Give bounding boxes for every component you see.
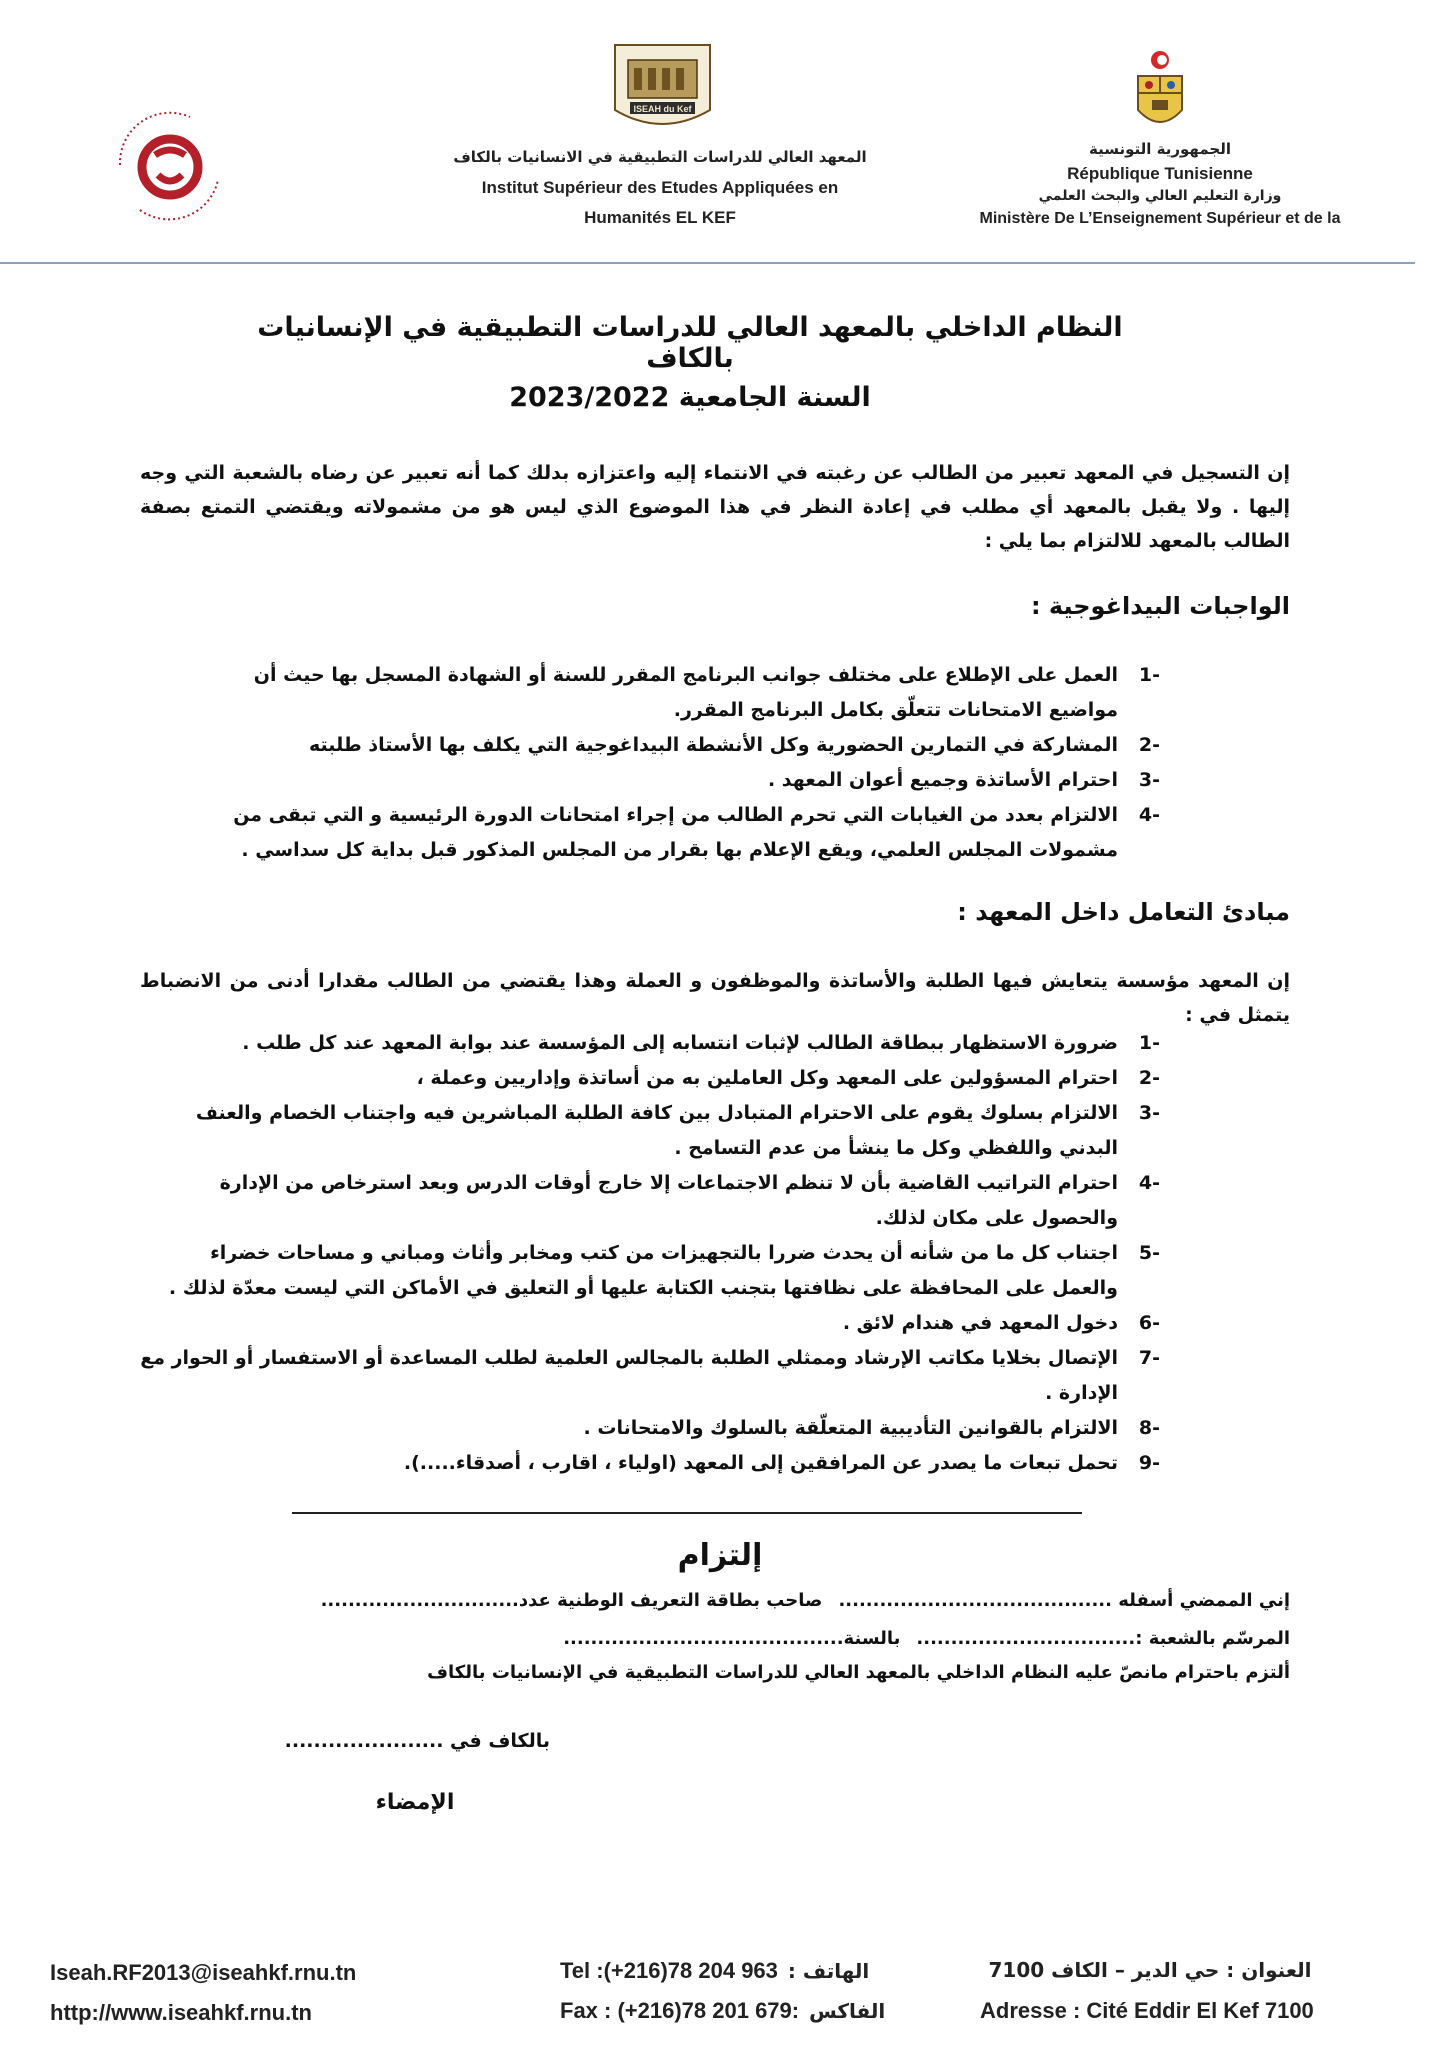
republic-name-fr: République Tunisienne	[1067, 164, 1253, 183]
item-text: الالتزام بسلوك يقوم على الاحترام المتبادل بين كافة الطلبة المباشرين فيه واجتناب الخصام والعنف البدني واللفظي وكل ما ينشأ من عدم التسامح .	[195, 1102, 1118, 1159]
id-number-field: صاحب بطاقة التعريف الوطنية عدد.............................	[320, 1590, 823, 1611]
item-text: الالتزام بالقوانين التأديبية المتعلّقة بالسلوك والامتحانات .	[583, 1417, 1118, 1439]
item-number: -2	[1138, 1067, 1160, 1089]
list-item	[140, 1061, 1160, 1096]
list-item	[140, 1236, 1160, 1306]
list-item	[140, 1411, 1160, 1446]
footer-phone-value: Tel :(+216)78 204 963	[560, 1958, 778, 1983]
commitment-line-1	[170, 1590, 1290, 1611]
institute-logo-graphic	[610, 40, 715, 140]
item-number: -6	[1138, 1312, 1160, 1334]
footer-address-ar: العنوان : حي الدير – الكاف 7100	[988, 1958, 1312, 1982]
item-text: المشاركة في التمارين الحضورية وكل الأنشطة البيداغوجية التي يكلف بها الأستاذ طلبته	[309, 734, 1118, 756]
list-item	[140, 1446, 1160, 1481]
footer-email: Iseah.RF2013@iseahkf.rnu.tn	[50, 1960, 357, 1985]
footer-website: http://www.iseahkf.rnu.tn	[50, 2000, 312, 2025]
item-text: احترام الأساتذة وجميع أعوان المعهد .	[767, 769, 1118, 791]
item-number: -5	[1138, 1242, 1160, 1264]
republic-name-ar: الجمهورية التونسية	[1089, 140, 1231, 158]
institute-logo	[610, 40, 715, 140]
item-number: -2	[1138, 734, 1160, 756]
commitment-line-2	[170, 1628, 1290, 1649]
item-number: -3	[1138, 1102, 1160, 1124]
item-number: -3	[1138, 769, 1160, 791]
item-number: -9	[1138, 1452, 1160, 1474]
place-date-field: بالكاف في ......................	[284, 1730, 550, 1752]
university-logo-graphic	[100, 95, 240, 235]
department-field: المرسّم بالشعبة :................................	[916, 1628, 1290, 1649]
commitment-line-3: ألتزم باحترام مانصّ عليه النظام الداخلي بالمعهد العالي للدراسات التطبيقية في الإنسانيات بالكاف	[427, 1662, 1290, 1683]
list-item	[140, 1306, 1160, 1341]
item-number: -8	[1138, 1417, 1160, 1439]
item-text: الإتصال بخلايا مكاتب الإرشاد وممثلي الطلبة بالمجالس العلمية لطلب المساعدة أو الاستفسار أو الحوار مع الإدارة .	[140, 1347, 1118, 1404]
item-text: احترام المسؤولين على المعهد وكل العاملين به من أساتذة وإداريين وعملة ،	[416, 1067, 1118, 1089]
footer-fax	[560, 1998, 900, 2024]
item-number: -4	[1138, 804, 1160, 826]
item-text: تحمل تبعات ما يصدر عن المرافقين إلى المعهد (اولياء ، اقارب ، أصدقاء.....).	[403, 1452, 1118, 1474]
list-item	[190, 728, 1160, 763]
signature-label: الإمضاء	[375, 1790, 455, 1815]
list-item	[140, 1096, 1160, 1166]
university-logo	[100, 95, 240, 235]
intro-paragraph: إن التسجيل في المعهد تعبير من الطالب عن رغبته في الانتماء إليه واعتزازه بدلك كما أنه تعبير عن رضاه بالشعبة التي وجه إليها . ولا يقبل بالمعهد أي مطلب في إعادة النظر في هذا الموضوع الذي ليس هو من مشمولاته ويقتضي التمتع بصفة الطالب بالمعهد للالتزام بما يلي :	[140, 462, 1290, 552]
institute-logo-label: ISEAH du Kef	[633, 104, 692, 114]
item-text: العمل على الإطلاع على مختلف جوانب البرنامج المقرر للسنة أو الشهادة المسجل بها حيث أن مواضيع الامتحانات تتعلّق بكامل البرنامج المقرر.	[253, 664, 1118, 721]
tunisia-coat-of-arms	[1130, 48, 1190, 138]
list-item	[190, 798, 1160, 868]
section-conduct-intro: إن المعهد مؤسسة يتعايش فيها الطلبة والأساتذة والموظفون و العملة وهذا يقتضي من الطالب مقدارا أدنى من الانضباط يتمثل في :	[140, 970, 1290, 1026]
item-text: دخول المعهد في هندام لائق .	[842, 1312, 1118, 1334]
header-divider	[0, 262, 1415, 264]
document-title: النظام الداخلي بالمعهد العالي للدراسات التطبيقية في الإنسانيات بالكاف	[257, 312, 1123, 374]
item-number: -1	[1138, 1032, 1160, 1054]
section-pedagogical-duties-list	[190, 658, 1160, 868]
signer-name-field: إني الممضي أسفله ........................................	[838, 1590, 1290, 1611]
list-item	[140, 1026, 1160, 1061]
ministry-name-ar: وزارة التعليم العالي والبحث العلمي	[1038, 188, 1282, 204]
footer-phone-label-ar: : الهاتف	[787, 1959, 870, 1983]
list-item	[140, 1166, 1160, 1236]
list-item	[140, 1341, 1160, 1411]
section-conduct-principles-list	[140, 1026, 1160, 1481]
footer-phone	[560, 1958, 900, 1984]
institute-name-fr-1: Institut Supérieur des Etudes Appliquées en	[481, 178, 839, 197]
institute-name-ar: المعهد العالي للدراسات التطبيقية في الانسانيات بالكاف	[453, 148, 867, 166]
item-text: احترام التراتيب القاضية بأن لا تنظم الاجتماعات إلا خارج أوقات الدرس وبعد استرخاص من الإدارة والحصول على مكان لذلك.	[219, 1172, 1118, 1229]
item-text: اجتناب كل ما من شأنه أن يحدث ضررا بالتجهيزات من كتب ومخابر وأثاث ومباني و مساحات خضراء والعمل على المحافظة على نظافتها بتجنب الكتابة عليها أو التعليق في الأماكن التي ليست معدّة لذلك .	[168, 1242, 1118, 1299]
footer-fax-label-ar: الفاكس	[809, 1999, 886, 2023]
item-number: -1	[1138, 664, 1160, 686]
coat-of-arms-graphic	[1130, 48, 1190, 138]
footer-fax-value: Fax : (+216)78 201 679:	[560, 1998, 800, 2023]
academic-year: السنة الجامعية 2023/2022	[509, 382, 871, 413]
commitment-divider	[292, 1512, 1082, 1514]
institute-name-fr-2: Humanités EL KEF	[584, 208, 736, 227]
section-conduct-principles-title: مبادئ التعامل داخل المعهد :	[957, 898, 1290, 926]
footer-address-fr: Adresse : Cité Eddir El Kef 7100	[980, 1998, 1314, 2023]
ministry-name-fr: Ministère De L’Enseignement Supérieur et de la	[979, 210, 1341, 227]
year-field: بالسنة.........................................	[563, 1628, 901, 1649]
item-number: -7	[1138, 1347, 1160, 1369]
item-text: الالتزام بعدد من الغيابات التي تحرم الطالب من إجراء امتحانات الدورة الرئيسية و التي تبقى من مشمولات المجلس العلمي، ويقع الإعلام بها بقرار من المجلس المذكور قبل بداية كل سداسي .	[233, 804, 1118, 861]
list-item	[190, 658, 1160, 728]
commitment-title: إلتزام	[677, 1538, 763, 1573]
item-text: ضرورة الاستظهار ببطاقة الطالب لإثبات انتسابه إلى المؤسسة عند بوابة المعهد عند كل طلب .	[242, 1032, 1118, 1054]
section-pedagogical-duties-title: الواجبات البيداغوجية :	[1030, 592, 1290, 620]
list-item	[190, 763, 1160, 798]
item-number: -4	[1138, 1172, 1160, 1194]
